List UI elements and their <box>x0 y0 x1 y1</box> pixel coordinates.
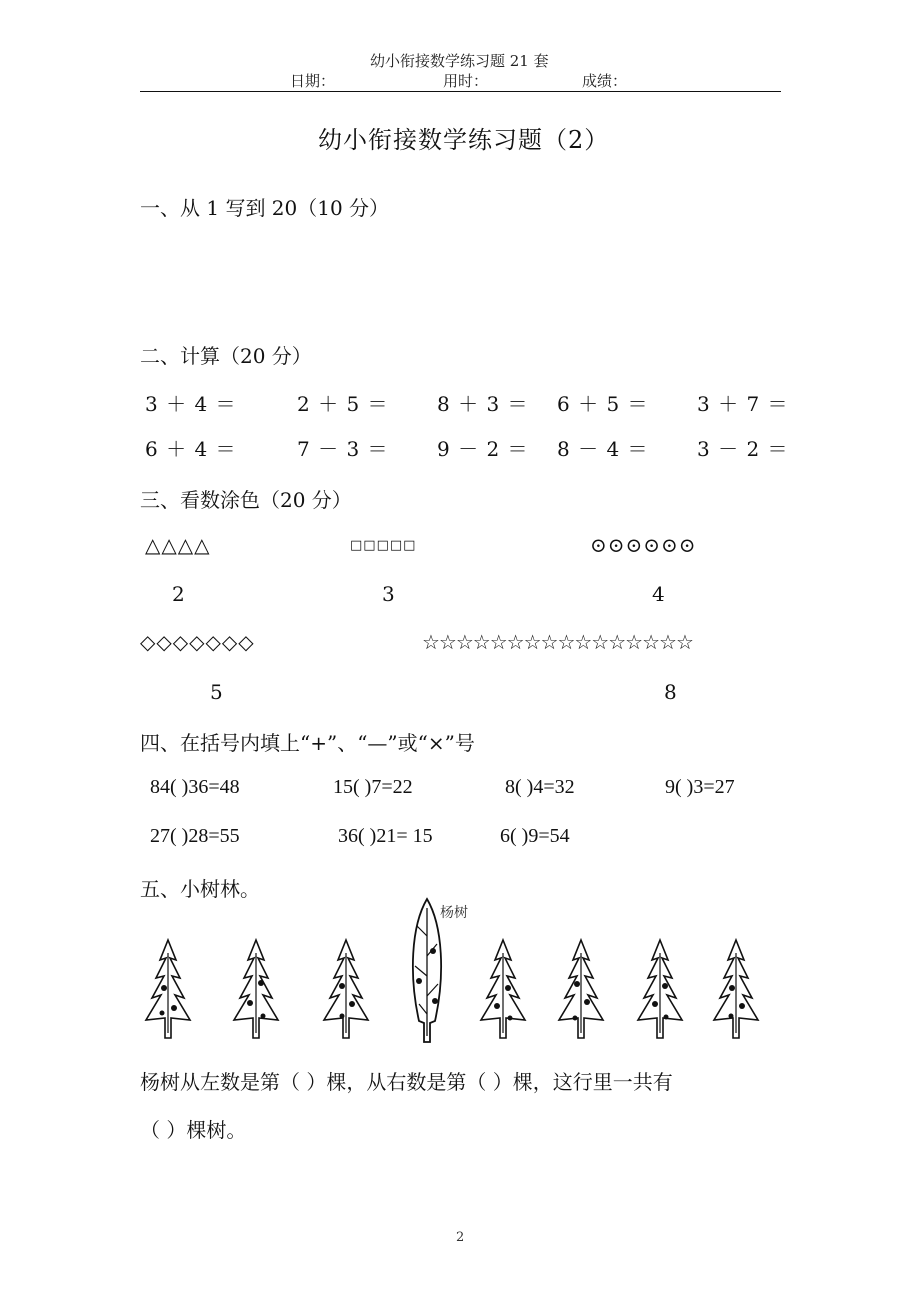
question-line-2: （ ）棵树。 <box>140 1118 247 1142</box>
fill-item: 84( )36=48 <box>150 776 240 798</box>
poplar-tree-icon <box>405 896 449 1044</box>
calc-item: 2 ＋ 5 ＝ <box>297 392 389 416</box>
section-2-heading: 二、计算（20 分） <box>140 344 312 368</box>
count-squares: 3 <box>382 582 395 606</box>
count-stars: 8 <box>664 680 677 704</box>
section-3-heading: 三、看数涂色（20 分） <box>140 488 352 512</box>
page-title: 幼小衔接数学练习题（2） <box>318 126 610 154</box>
pine-tree-icon <box>708 938 764 1040</box>
fill-item: 27( )28=55 <box>150 825 240 847</box>
stars-group: ☆☆☆☆☆☆☆☆☆☆☆☆☆☆☆☆ <box>422 630 693 654</box>
calc-item: 3 ＋ 7 ＝ <box>697 392 789 416</box>
section-5-heading: 五、小树林。 <box>140 877 260 901</box>
header-title: 幼小衔接数学练习题 21 套 <box>370 52 549 70</box>
fill-item: 15( )7=22 <box>333 776 413 798</box>
pine-tree-icon <box>318 938 374 1040</box>
count-diamonds: 5 <box>210 680 223 704</box>
triangles-group: △△△△ <box>145 533 211 557</box>
circles-group: ⊙⊙⊙⊙⊙⊙ <box>590 533 697 557</box>
section-4-heading: 四、在括号内填上“+”、“—”或“×”号 <box>140 731 475 755</box>
poplar-label: 杨树 <box>440 905 468 921</box>
calc-item: 8 ＋ 3 ＝ <box>437 392 529 416</box>
section-1-heading: 一、从 1 写到 20（10 分） <box>140 196 390 220</box>
fill-item: 8( )4=32 <box>505 776 575 798</box>
pine-tree-icon <box>475 938 531 1040</box>
date-label: 日期： <box>290 72 336 90</box>
score-label: 成绩： <box>582 72 628 90</box>
page-number: 2 <box>456 1230 465 1245</box>
pine-tree-icon <box>553 938 609 1040</box>
calc-item: 8 － 4 ＝ <box>557 437 649 461</box>
calc-item: 6 ＋ 5 ＝ <box>557 392 649 416</box>
diamonds-group: ◇◇◇◇◇◇◇ <box>140 630 255 654</box>
calc-item: 9 － 2 ＝ <box>437 437 529 461</box>
squares-group: □□□□□ <box>350 538 417 553</box>
pine-tree-icon <box>632 938 688 1040</box>
pine-tree-icon <box>140 938 196 1040</box>
calc-item: 3 － 2 ＝ <box>697 437 789 461</box>
question-line-1: 杨树从左数是第（ ）棵，从右数是第（ ）棵，这行里一共有 <box>140 1070 673 1094</box>
pine-tree-icon <box>228 938 284 1040</box>
count-circles: 4 <box>652 582 665 606</box>
fill-item: 6( )9=54 <box>500 825 570 847</box>
count-triangles: 2 <box>172 582 185 606</box>
time-label: 用时： <box>443 72 489 90</box>
fill-item: 9( )3=27 <box>665 776 735 798</box>
fill-item: 36( )21= 15 <box>338 825 433 847</box>
calc-item: 7 － 3 ＝ <box>297 437 389 461</box>
calc-item: 3 ＋ 4 ＝ <box>145 392 237 416</box>
calc-item: 6 ＋ 4 ＝ <box>145 437 237 461</box>
header-rule <box>140 91 781 92</box>
